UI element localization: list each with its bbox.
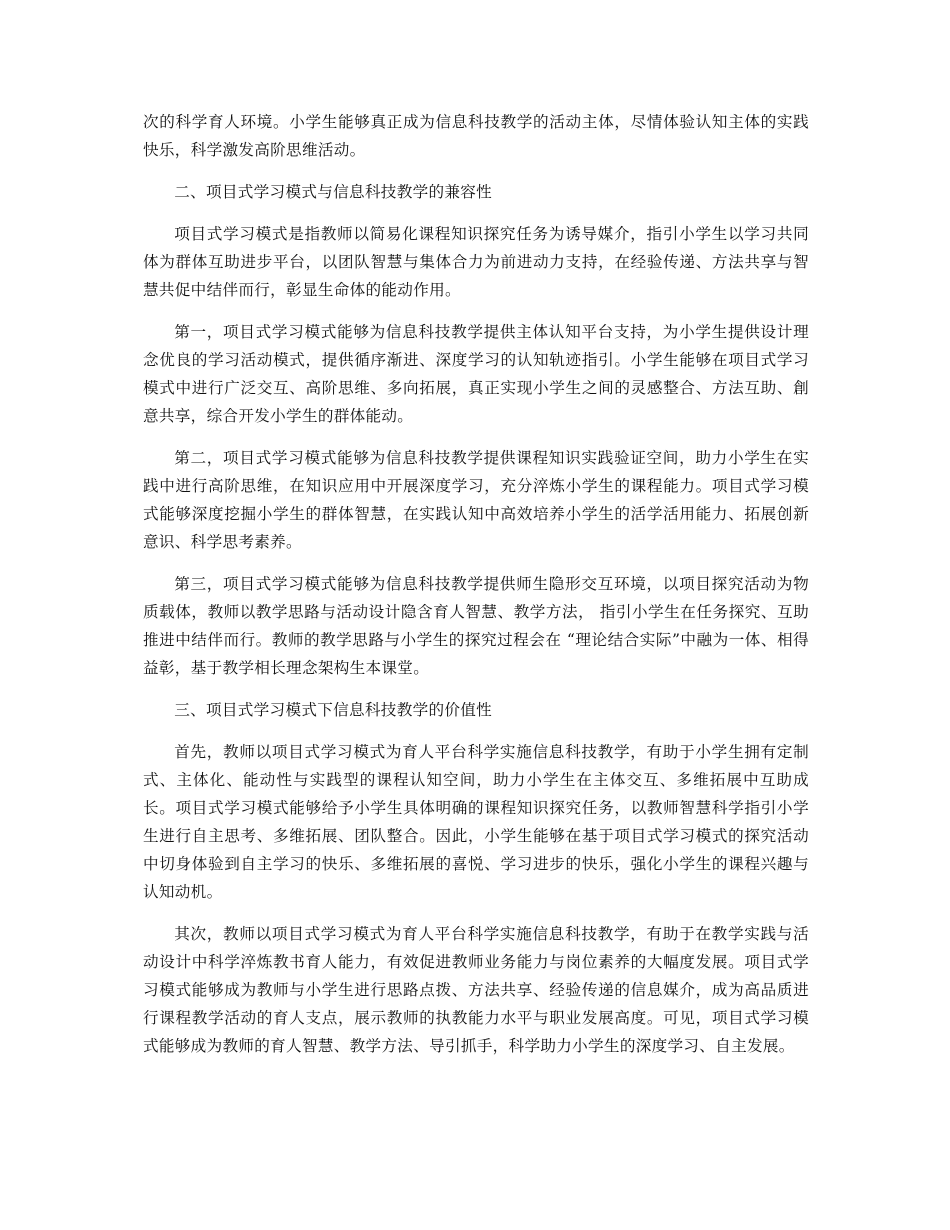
document-page: [143, 108, 809, 1074]
paragraph: 第一，项目式学习模式能够为信息科技教学提供主体认知平台支持，为小学生提供设计理念优良的学习活动模式，提供循序渐进、深度学习的认知轨迹指引。小学生能够在项目式学习模式中进行广泛交互、高阶思维、多向拓展，真正实现小学生之间的灵感整合、方法互助、創意共享，综合开发小学生的群体能动。: [143, 323, 809, 425]
paragraph: 第二，项目式学习模式能够为信息科技教学提供课程知识实践验证空间，助力小学生在实践中进行高阶思维，在知识应用中开展深度学习，充分淬炼小学生的课程能力。项目式学习模式能够深度挖掘小学生的群体智慧，在实践认知中高效培养小学生的活学活用能力、拓展创新意识、科学思考素养。: [143, 449, 809, 551]
paragraph: 其次，教师以项目式学习模式为育人平台科学实施信息科技教学，有助于在教学实践与活动设计中科学淬炼教书育人能力，有效促进教师业务能力与岗位素养的大幅度发展。项目式学习模式能够成为教师与小学生进行思路点拨、方法共享、经验传递的信息媒介，成为高品质进行课程教学活动的育人支点，展示教师的执教能力水平与职业发展高度。可见，项目式学习模式能够成为教师的育人智慧、教学方法、导引抓手，科学助力小学生的深度学习、自主发展。: [143, 925, 809, 1055]
section-heading-2: 二、项目式学习模式与信息科技教学的兼容性: [174, 183, 493, 201]
paragraph: 项目式学习模式是指教师以简易化课程知识探究任务为诱导媒介，指引小学生以学习共同体为群体互助进步平台，以团队智慧与集体合力为前进动力支持，在经验传递、方法共享与智慧共促中结伴而行，彰显生命体的能动作用。: [143, 225, 809, 299]
paragraph: 首先，教师以项目式学习模式为育人平台科学实施信息科技教学，有助于小学生拥有定制式、主体化、能动性与实践型的课程认知空间，助力小学生在主体交互、多维拓展中互助成长。项目式学习模式能够给予小学生具体明确的课程知识探究任务，以教师智慧科学指引小学生进行自主思考、多维拓展、团队整合。因此，小学生能够在基于项目式学习模式的探究活动中切身体验到自主学习的快乐、多维拓展的喜悦、学习进步的快乐，强化小学生的课程兴趣与认知动机。: [143, 743, 809, 901]
section-heading-3: 三、项目式学习模式下信息科技教学的价值性: [174, 701, 493, 719]
paragraph-continuation: 次的科学育人环境。小学生能够真正成为信息科技教学的活动主体，尽情体验认知主体的实践快乐，科学激发高阶思维活动。: [143, 113, 809, 159]
paragraph: 第三，项目式学习模式能够为信息科技教学提供师生隐形交互环境，以项目探究活动为物质载体，教师以教学思路与活动设计隐含育人智慧、教学方法， 指引小学生在任务探究、互助推进中结伴而行。教师的教学思路与小学生的探究过程会在 “理论结合实际”中融为一体、相得益彰，基于教学相长理念架构生本课堂。: [143, 575, 809, 677]
